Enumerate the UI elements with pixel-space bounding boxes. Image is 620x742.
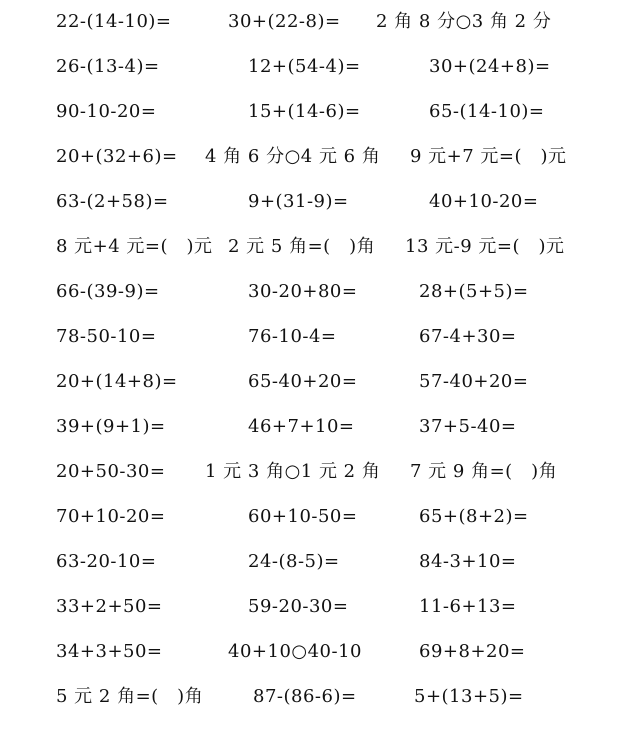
problem-row: [0, 97, 620, 127]
problem-row: [0, 322, 620, 352]
problem-row: [0, 502, 620, 532]
problem: 59-20-30=: [248, 596, 349, 617]
problem: 40+10○40-10: [228, 641, 362, 662]
problem: 20+(14+8)=: [56, 371, 178, 392]
problem: 69+8+20=: [419, 641, 526, 662]
problem: 26-(13-4)=: [56, 56, 160, 77]
problem-row: [0, 187, 620, 217]
problem: 39+(9+1)=: [56, 416, 166, 437]
problem-row: [0, 142, 620, 172]
problem: 63-(2+58)=: [56, 191, 169, 212]
problem: 22-(14-10)=: [56, 11, 172, 32]
problem: 65-40+20=: [248, 371, 358, 392]
problem: 60+10-50=: [248, 506, 358, 527]
problem-row: [0, 232, 620, 262]
problem: 34+3+50=: [56, 641, 163, 662]
problem: 2 角 8 分○3 角 2 分: [376, 11, 552, 32]
problem: 1 元 3 角○1 元 2 角: [205, 461, 381, 482]
problem: 8 元+4 元=( )元: [56, 236, 213, 257]
problem: 65-(14-10)=: [429, 101, 545, 122]
problem: 33+2+50=: [56, 596, 163, 617]
problem: 30+(24+8)=: [429, 56, 551, 77]
problem: 70+10-20=: [56, 506, 166, 527]
problem-row: [0, 547, 620, 577]
problem: 9 元+7 元=( )元: [410, 146, 567, 167]
problem: 37+5-40=: [419, 416, 517, 437]
problem: 87-(86-6)=: [253, 686, 357, 707]
problem-row: [0, 457, 620, 487]
problem: 12+(54-4)=: [248, 56, 361, 77]
problem: 30+(22-8)=: [228, 11, 341, 32]
problem: 67-4+30=: [419, 326, 517, 347]
problem: 9+(31-9)=: [248, 191, 349, 212]
problem-row: [0, 592, 620, 622]
problem: 65+(8+2)=: [419, 506, 529, 527]
problem: 5+(13+5)=: [414, 686, 524, 707]
problem: 28+(5+5)=: [419, 281, 529, 302]
problem: 13 元-9 元=( )元: [405, 236, 565, 257]
problem-row: [0, 637, 620, 667]
problem: 57-40+20=: [419, 371, 529, 392]
problem-row: [0, 52, 620, 82]
problem-row: [0, 277, 620, 307]
problem: 66-(39-9)=: [56, 281, 160, 302]
problem: 46+7+10=: [248, 416, 355, 437]
problem: 20+50-30=: [56, 461, 166, 482]
problem: 15+(14-6)=: [248, 101, 361, 122]
problem: 2 元 5 角=( )角: [228, 236, 376, 257]
problem: 76-10-4=: [248, 326, 337, 347]
problem: 30-20+80=: [248, 281, 358, 302]
problem-row: [0, 7, 620, 37]
problem: 90-10-20=: [56, 101, 157, 122]
problem: 84-3+10=: [419, 551, 517, 572]
problem-row: [0, 367, 620, 397]
problem: 40+10-20=: [429, 191, 539, 212]
problem-row: [0, 412, 620, 442]
problem: 20+(32+6)=: [56, 146, 178, 167]
problem: 5 元 2 角=( )角: [56, 686, 204, 707]
problem: 7 元 9 角=( )角: [410, 461, 558, 482]
problem: 63-20-10=: [56, 551, 157, 572]
problem: 4 角 6 分○4 元 6 角: [205, 146, 381, 167]
problem: 11-6+13=: [419, 596, 517, 617]
problem: 24-(8-5)=: [248, 551, 340, 572]
problem: 78-50-10=: [56, 326, 157, 347]
problem-row: [0, 682, 620, 712]
